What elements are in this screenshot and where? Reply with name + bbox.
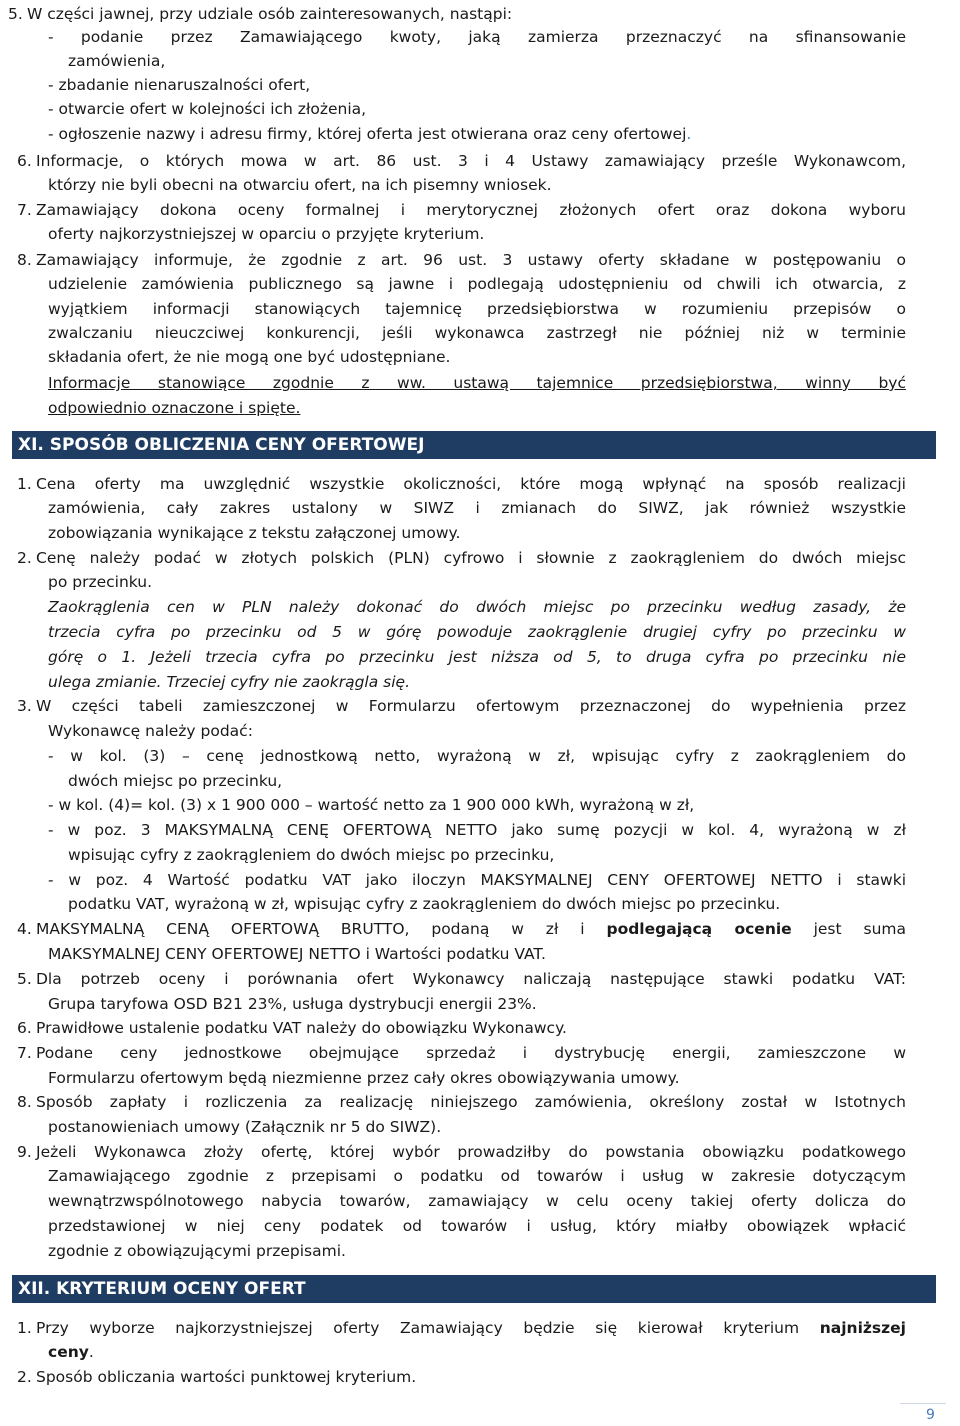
paragraph-line: postanowieniach umowy (Załącznik nr 5 do SIWZ). — [48, 1118, 442, 1136]
item-number: 1. — [17, 475, 32, 493]
footer-divider — [900, 1403, 946, 1404]
paragraph-line: po przecinku. — [48, 573, 153, 591]
paragraph-line: W części jawnej, przy udziale osób zainteresowanych, nastąpi: — [27, 5, 513, 23]
paragraph-line: składania ofert, że nie mogą one być udostępniane. — [48, 348, 451, 366]
paragraph-line: Dla potrzeb oceny i porównania ofert Wykonawcy naliczają następujące stawki podatku VAT: — [36, 970, 906, 988]
paragraph-line: zamówienia, cały zakres ustalony w SIWZ i zmianach do SIWZ, jak również wszystkie — [48, 499, 906, 517]
paragraph-line: Zamawiający dokona oceny formalnej i merytorycznej złożonych ofert oraz dokona wyboru — [36, 201, 906, 219]
item-number: 1. — [17, 1319, 32, 1337]
item-number: 2. — [17, 549, 32, 567]
item-number: 7. — [17, 201, 32, 219]
paragraph-line: Zamawiający informuje, że zgodnie z art. 96 ust. 3 ustawy oferty składane w postępowaniu o — [36, 251, 906, 269]
item-number: 6. — [17, 1019, 32, 1037]
paragraph-line: W części tabeli zamieszczonej w Formularzu ofertowym przeznaczonej do wypełnienia przez — [36, 697, 906, 715]
paragraph-line: wyjątkiem informacji stanowiących tajemnicę przedsiębiorstwa w rozumieniu przepisów o — [48, 300, 906, 318]
paragraph-line: oferty najkorzystniejszej w oparciu o przyjęte kryterium. — [48, 225, 485, 243]
item-number: 4. — [17, 920, 32, 938]
paragraph-line: Przy wyborze najkorzystniejszej oferty Zamawiający będzie się kierował kryterium najniższej — [36, 1319, 906, 1337]
paragraph-line: Podane ceny jednostkowe obejmujące sprzedaż i dystrybucję energii, zamieszczone w — [36, 1044, 906, 1062]
dash-item-cont: zamówienia, — [68, 52, 166, 70]
section-heading-xi: XI. SPOSÓB OBLICZENIA CENY OFERTOWEJ — [12, 431, 936, 459]
item-number: 3. — [17, 697, 32, 715]
item-number: 6. — [17, 152, 32, 170]
paragraph-line: Informacje, o których mowa w art. 86 ust. 3 i 4 Ustawy zamawiający prześle Wykonawcom, — [36, 152, 906, 170]
paragraph-line: którzy nie byli obecni na otwarciu ofert, na ich pisemny wniosek. — [48, 176, 552, 194]
dash-item: - w kol. (3) – cenę jednostkową netto, wyrażoną w zł, wpisując cyfry z zaokrągleniem do — [48, 747, 906, 765]
italic-note: górę o 1. Jeżeli trzecia cyfra po przecinku jest niższa od 5, to druga cyfra po przecinku nie — [48, 648, 906, 666]
section-heading-xii: XII. KRYTERIUM OCENY OFERT — [12, 1275, 936, 1303]
item-number: 9. — [17, 1143, 32, 1161]
dash-item: - zbadanie nienaruszalności ofert, — [48, 76, 311, 94]
dash-item-cont: wpisując cyfry z zaokrągleniem do dwóch miejsc po przecinku, — [68, 846, 555, 864]
item-number: 7. — [17, 1044, 32, 1062]
paragraph-line: MAKSYMALNĄ CENĄ OFERTOWĄ BRUTTO, podaną w zł i podlegającą ocenie jest suma — [36, 920, 906, 938]
paragraph-line: wewnątrzwspólnotowego nabycia towarów, zamawiający w celu oceny takiej oferty dolicza do — [48, 1192, 906, 1210]
paragraph-line: Prawidłowe ustalenie podatku VAT należy do obowiązku Wykonawcy. — [36, 1019, 567, 1037]
paragraph-line: Wykonawcę należy podać: — [48, 722, 253, 740]
paragraph-line: Cena oferty ma uwzględnić wszystkie okoliczności, które mogą wpłynąć na sposób realizacji — [36, 475, 906, 493]
dash-item: - w poz. 3 MAKSYMALNĄ CENĘ OFERTOWĄ NETTO jako sumę pozycji w kol. 4, wyrażoną w zł — [48, 821, 906, 839]
underlined-note: odpowiednio oznaczone i spięte. — [48, 399, 301, 417]
dash-item: - otwarcie ofert w kolejności ich złożenia, — [48, 100, 367, 118]
paragraph-line: Grupa taryfowa OSD B21 23%, usługa dystrybucji energii 23%. — [48, 995, 537, 1013]
italic-note: trzecia cyfra po przecinku od 5 w górę powoduje zaokrąglenie drugiej cyfry po przecinku w — [48, 623, 906, 641]
item-number: 2. — [17, 1368, 32, 1386]
paragraph-line: Jeżeli Wykonawca złoży ofertę, której wybór prowadziłby do powstania obowiązku podatkowego — [36, 1143, 906, 1161]
dash-item: - podanie przez Zamawiającego kwoty, jaką zamierza przeznaczyć na sfinansowanie — [48, 28, 906, 46]
paragraph-line: przedstawionej w niej ceny podatek od towarów i usług, który miałby obowiązek wpłacić — [48, 1217, 906, 1235]
dash-item: - w kol. (4)= kol. (3) x 1 900 000 – wartość netto za 1 900 000 kWh, wyrażoną w zł, — [48, 796, 695, 814]
underlined-note: Informacje stanowiące zgodnie z ww. ustawą tajemnice przedsiębiorstwa, winny być — [48, 374, 906, 392]
paragraph-line: udzielenie zamówienia publicznego są jawne i podlegają udostępnieniu od chwili ich otwarcia, z — [48, 275, 906, 293]
paragraph-line: MAKSYMALNEJ CENY OFERTOWEJ NETTO i Wartości podatku VAT. — [48, 945, 546, 963]
dash-item: - w poz. 4 Wartość podatku VAT jako iloczyn MAKSYMALNEJ CENY OFERTOWEJ NETTO i stawki — [48, 871, 906, 889]
paragraph-line: Sposób zapłaty i rozliczenia za realizację niniejszego zamówienia, określony został w Istotnych — [36, 1093, 906, 1111]
dash-item: - ogłoszenie nazwy i adresu firmy, której oferta jest otwierana oraz ceny ofertowej. — [48, 125, 692, 143]
paragraph-line: zgodnie z obowiązującymi przepisami. — [48, 1242, 346, 1260]
paragraph-line: ceny. — [48, 1343, 94, 1361]
paragraph-line: zobowiązania wynikające z tekstu załączonej umowy. — [48, 524, 461, 542]
page-number: 9 — [926, 1407, 935, 1423]
italic-note: Zaokrąglenia cen w PLN należy dokonać do dwóch miejsc po przecinku według zasady, że — [48, 598, 906, 616]
item-number: 5. — [17, 970, 32, 988]
dash-item-cont: podatku VAT, wyrażoną w zł, wpisując cyfry z zaokrągleniem do dwóch miejsc po przecinku. — [68, 895, 781, 913]
paragraph-line: zwalczaniu nieuczciwej konkurencji, jeśli wykonawca zastrzegł nie później niż w terminie — [48, 324, 906, 342]
paragraph-line: Cenę należy podać w złotych polskich (PLN) cyfrowo i słownie z zaokrągleniem do dwóch miejsc — [36, 549, 906, 567]
paragraph-line: Formularzu ofertowym będą niezmienne przez cały okres obowiązywania umowy. — [48, 1069, 680, 1087]
item-number: 8. — [17, 251, 32, 269]
italic-note: ulega zmianie. Trzeciej cyfry nie zaokrągla się. — [48, 673, 410, 691]
dash-item-cont: dwóch miejsc po przecinku, — [68, 772, 283, 790]
paragraph-line: Zamawiającego zgodnie z przepisami o podatku od towarów i usług w zakresie dotyczącym — [48, 1167, 906, 1185]
item-number: 5. — [8, 5, 23, 23]
paragraph-line: Sposób obliczania wartości punktowej kryterium. — [36, 1368, 417, 1386]
item-number: 8. — [17, 1093, 32, 1111]
